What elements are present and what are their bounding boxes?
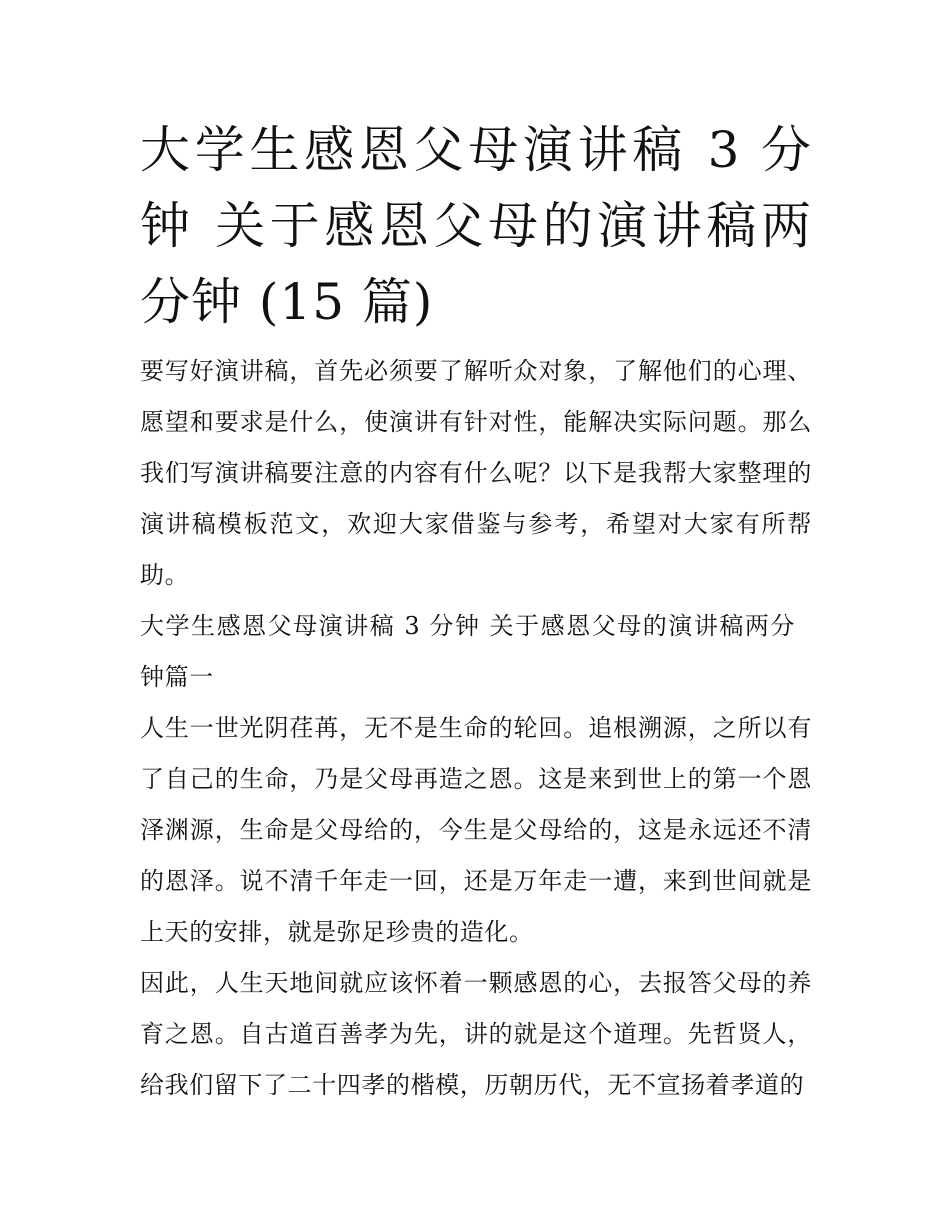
document-title: 大学生感恩父母演讲稿 3 分钟 关于感恩父母的演讲稿两分钟 (15 篇) <box>140 121 812 331</box>
intro-paragraph: 要写好演讲稿，首先必须要了解听众对象，了解他们的心理、愿望和要求是什么，使演讲有针对性，能解决实际问题。那么我们写演讲稿要注意的内容有什么呢？以下是我帮大家整理的演讲稿模板范文，欢迎大家借鉴与参考，希望对大家有所帮助。 <box>140 357 812 589</box>
body-paragraph: 人生一世光阴荏苒，无不是生命的轮回。追根溯源，之所以有了自己的生命，乃是父母再造之恩。这是来到世上的第一个恩泽渊源，生命是父母给的，今生是父母给的，这是永远还不清的恩泽。说不清千年走一回，还是万年走一遭，来到世间就是上天的安排，就是弥足珍贵的造化。 <box>140 714 812 946</box>
body-paragraph: 因此，人生天地间就应该怀着一颗感恩的心，去报答父母的养育之恩。自古道百善孝为先，讲的就是这个道理。先哲贤人，给我们留下了二十四孝的楷模，历朝历代，无不宣扬着孝道的 <box>140 969 812 1099</box>
section-heading: 大学生感恩父母演讲稿 3 分钟 关于感恩父母的演讲稿两分钟篇一 <box>140 612 795 691</box>
document-page <box>140 112 812 1111</box>
